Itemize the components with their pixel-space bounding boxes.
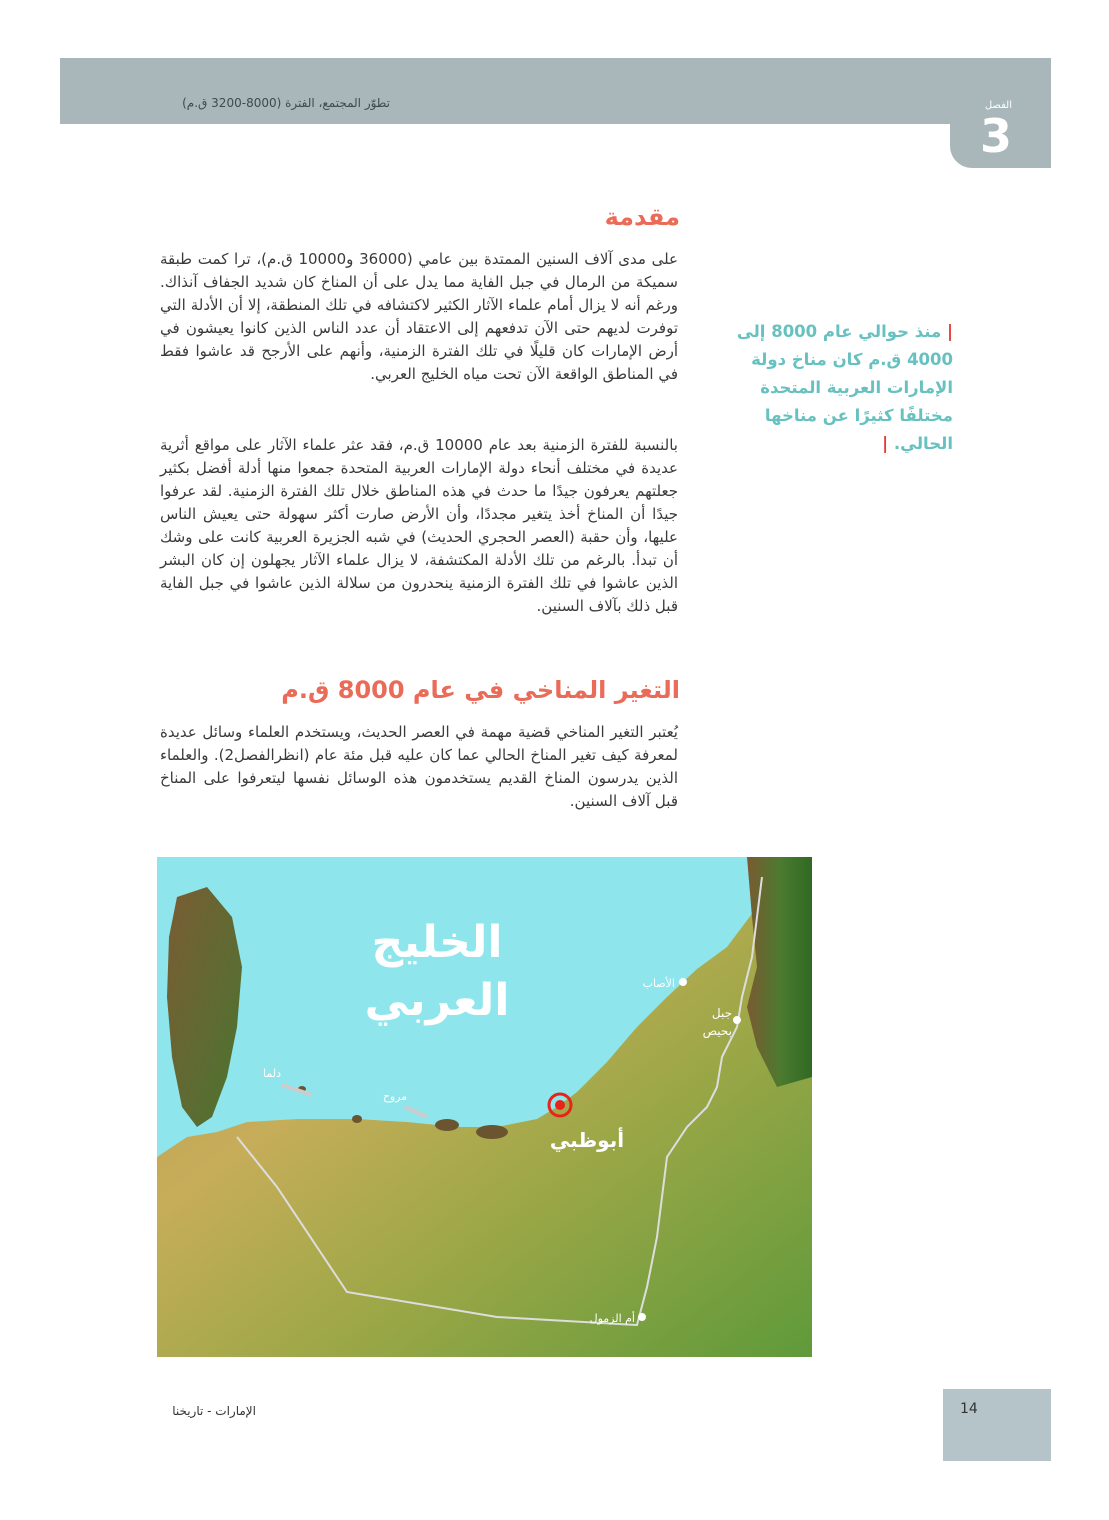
- climate-paragraph: يُعتبر التغير المناخي قضية مهمة في العصر الحديث، ويستخدم العلماء وسائل عديدة لمعرفة كيف تغير المناخ الحالي عما كان عليه قبل مئة عام (انظرالفصل2). والعلماء الذين يدرسون المناخ القديم يستخدمون هذه الوسائل نفسها ليتعرفوا على المناخ قبل آلاف السنين.: [160, 723, 678, 810]
- sea-label-line1: الخليج: [371, 917, 503, 968]
- chapter-label: الفصل: [984, 100, 1012, 111]
- place-label-asab: الأصاب: [642, 977, 675, 990]
- place-label-marawah: مروح: [382, 1090, 408, 1103]
- callout-quote: [728, 318, 953, 458]
- uae-relief-map: [157, 857, 812, 1357]
- island: [352, 1115, 362, 1123]
- place-label-jebel-buhais-2: بحيص: [702, 1024, 732, 1038]
- island: [435, 1119, 459, 1131]
- island: [476, 1125, 508, 1139]
- place-label-umm-al-zamool: أم الزمول: [589, 1312, 635, 1325]
- footer-tab: [943, 1389, 1051, 1461]
- place-label-dalma: دلما: [263, 1067, 281, 1080]
- section-heading-climate-change: التغير المناخي في عام 8000 ق.م: [281, 676, 680, 704]
- callout-close-bar: |: [882, 434, 889, 453]
- header-band: [60, 58, 950, 124]
- location-dot-asab: [679, 978, 687, 986]
- section-heading-introduction: مقدمة: [604, 203, 680, 231]
- chapter-number: 3: [979, 109, 1012, 163]
- intro-paragraph-2: بالنسبة للفترة الزمنية بعد عام 10000 ق.م، فقد عثر علماء الآثار على مواقع أثرية عديدة في مختلف أنحاء دولة الإمارات العربية المتحدة جمعوا منها أدلة أفضل بكثير جعلتهم يعرفون جيدًا ما حدث في هذه المناطق خلال تلك الفترة الزمنية. لقد عرفوا جيدًا أن المناخ أخذ يتغير مجددًا، وأن الأرض صارت أكثر سهولة حتى يعيش الناس عليها، وأن حقبة (العصر الحجري الحديث) في شبه الجزيرة العربية كانت على وشك أن تبدأ. بالرغم من تلك الأدلة المكتشفة، لا يزال علماء الآثار يجهلون إن كان البشر الذين عاشوا في تلك الفترة الزمنية ينحدرون من سلالة الذين عاشوا في جبل الفاية قبل ذلك بآلاف السنين.: [160, 436, 678, 615]
- abu-dhabi-marker-inner: [555, 1100, 565, 1110]
- place-label-abu-dhabi: أبوظبي: [549, 1128, 625, 1152]
- intro-paragraph-1: على مدى آلاف السنين الممتدة بين عامي (36000 و10000 ق.م)، ترا كمت طبقة سميكة من الرمال في جبل الفاية مما يدل على أن المناخ كان شديد الجفاف آنذاك. ورغم أنه لا يزال أمام علماء الآثار الكثير لاكتشافه في تلك المنطقة، إلا أن الأدلة التي توفرت لديهم حتى الآن تدفعهم إلى الاعتقاد أن عدد الناس الذين كانوا يعيشون في أرض الإمارات كان قليلًا في تلك الفترة الزمنية، وأنهم على الأرجح قد عاشوا فقط في المناطق الواقعة الآن تحت مياه الخليج العربي.: [160, 250, 679, 383]
- sea-label-line2: العربي: [364, 975, 510, 1026]
- footer-book-title: الإمارات - تاريخنا: [172, 1404, 256, 1418]
- running-title: تطوّر المجتمع، الفترة (8000-3200 ق.م): [182, 96, 390, 110]
- callout-text: منذ حوالي عام 8000 إلى 4000 ق.م كان مناخ دولة الإمارات العربية المتحدة مختلفًا كثيرًا عن مناخها الحالي.: [736, 322, 953, 453]
- page-number: 14: [960, 1401, 978, 1417]
- place-label-jebel-buhais-1: جبل: [711, 1006, 732, 1020]
- callout-open-bar: |: [946, 322, 953, 341]
- location-dot-jebel-buhais: [733, 1016, 741, 1024]
- location-dot-umm-al-zamool: [638, 1313, 646, 1321]
